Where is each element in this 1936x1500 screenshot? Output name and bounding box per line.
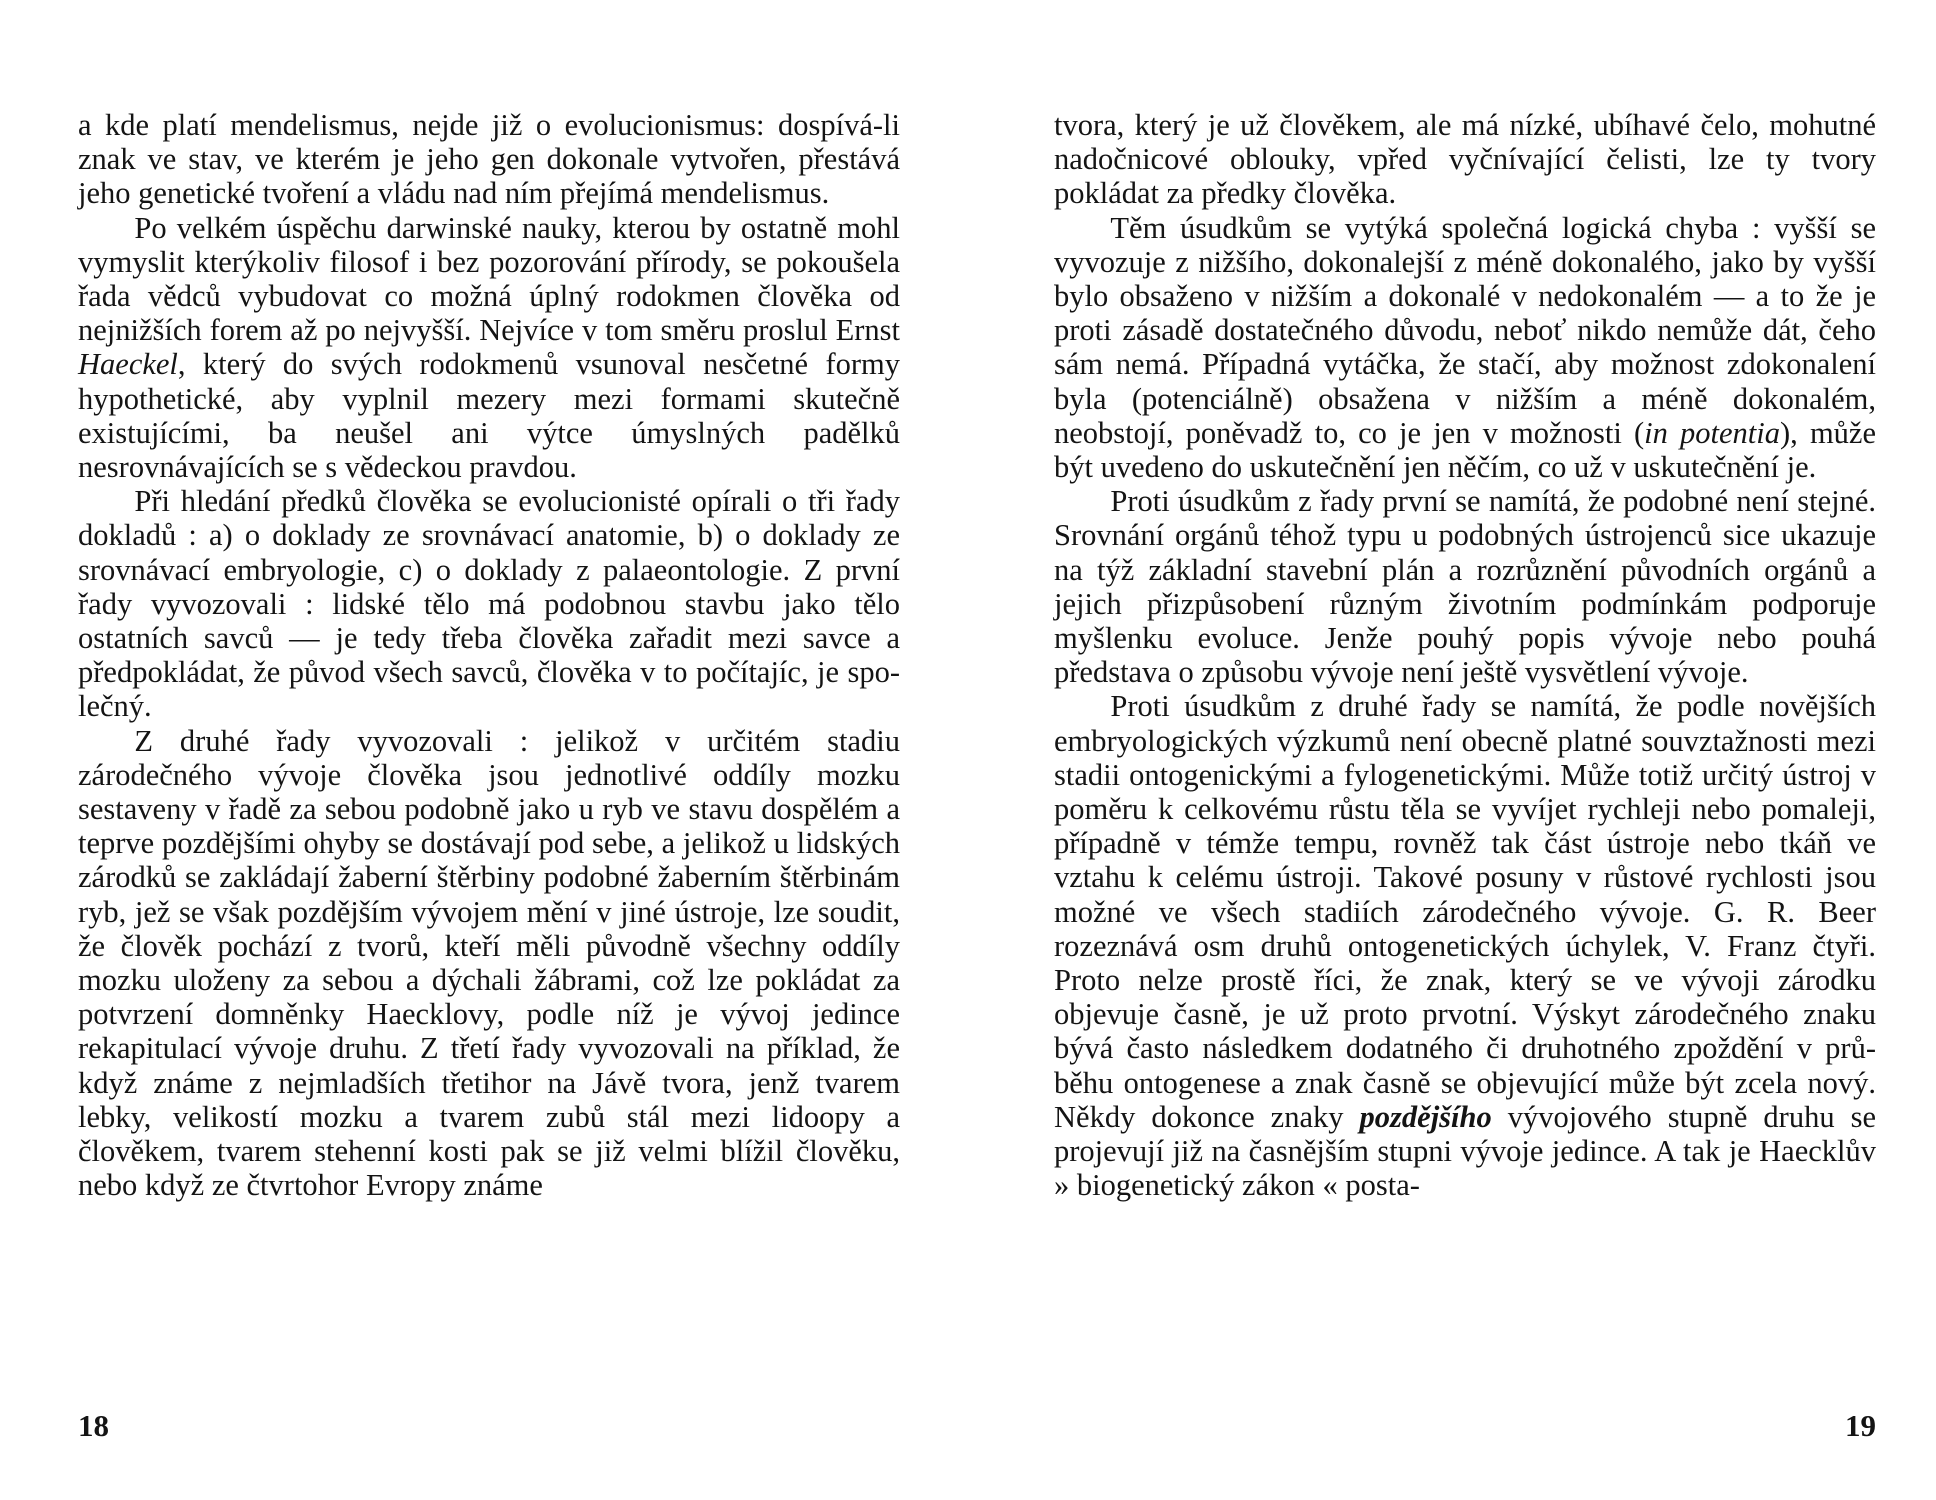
left-page-text	[78, 108, 900, 1203]
paragraph	[78, 724, 900, 1203]
paragraph	[78, 211, 900, 485]
text-run: Po velkém úspěchu darwinské nauky, kterou by ostatně mohl vymyslit kterýkoliv filosof i bez pozorování přírody, se pokoušela řada vědců vybudovat co možná úplný rodokmen člověka od nejnižších forem až po nejvyšší. Nejvíce v tom směru proslul Ernst	[78, 210, 900, 348]
right-page	[1054, 108, 1876, 1448]
text-run: tvora, který je už člověkem, ale má nízké, ubíhavé čelo, mohutné nadočnicové oblouky, vpřed vyčnívající čelisti, lze ty tvory pokládat za předky člověka.	[1054, 108, 1876, 211]
paragraph	[1054, 108, 1876, 211]
text-run: vývojového stupně druhu se projevují již na časnějším stupni vývoje jedince. A tak je Haecklův » biogenetický zákon « posta-	[1054, 1099, 1876, 1203]
paragraph	[1054, 484, 1876, 689]
page-number-right: 19	[1845, 1408, 1876, 1443]
text-run: ), může být uvedeno do uskutečnění jen něčím, co už v uskutečnění je.	[1054, 415, 1876, 485]
paragraph	[78, 108, 900, 211]
text-run: Z druhé řady vyvozovali : jelikož v určitém stadiu zárodečného vývoje člověka jsou jednotlivé oddíly mozku sestaveny v řadě za sebou podobně jako u ryb ve stavu dospělém a teprve pozdějšími ohyby se dostávají pod sebe, a jelikož u lidských zárodků se zakládají žaberní štěrbiny podobné žaberním štěrbinám ryb, jež se však pozdějším vývojem mění v jiné ústroje, lze soudit, že člověk pochází z tvorů, kteří měli původně všechny oddíly mozku uloženy za sebou a dýchali žábrami, což lze pokládat za potvrzení domněnky Haecklovy, podle níž je vývoj jedince rekapitulací vývoje druhu. Z třetí řady vyvozovali na příklad, že když známe z nejmladších třetihor na Jávě tvora, jenž tvarem lebky, velikostí mozku a tvarem zubů stál mezi lidoopy a člověkem, tvarem stehenní kosti pak se již velmi blížil člověku, nebo když ze čtvrtohor Evropy známe	[78, 723, 900, 1203]
text-run: a kde platí mendelismus, nejde již o evolucionismus: dospívá-li znak ve stav, ve kterém je jeho gen dokonale vytvořen, přestává jeho genetické tvoření a vládu nad ním přejímá mendelismus.	[78, 108, 900, 211]
text-run: Proti úsudkům z řady první se namítá, že podobné není stejné. Srovnání orgánů téhož typu u podobných ústrojenců sice ukazuje na týž základní stavební plán a rozrůznění původních orgánů a jejich přizpůsobení různým životním podmínkám podporuje myšlenku evoluce. Jenže pouhý popis vývoje nebo pouhá představa o způsobu vývoje není ještě vysvětlení vývoje.	[1054, 484, 1876, 690]
italic-term: Haeckel	[78, 347, 178, 382]
page-number-left: 18	[78, 1408, 109, 1443]
italic-term: in potentia	[1644, 415, 1781, 450]
right-page-text	[1054, 108, 1876, 1203]
left-page	[78, 108, 900, 1448]
paragraph	[1054, 211, 1876, 485]
text-run: Těm úsudkům se vytýká společná logická chyba : vyšší se vyvozuje z nižšího, dokonalejší z méně dokonalého, jako by vyšší bylo obsaženo v nižším a dokonalé v nedokonalém — a to že je proti zásadě dostatečného důvodu, neboť nikdo nemůže dát, čeho sám nemá. Případná vytáčka, že stačí, aby možnost zdokonalení byla (potenciálně) obsažena v nižším a méně dokonalém, neobstojí, poněvadž to, co je jen v možnosti (	[1054, 210, 1876, 450]
text-run: Při hledání předků člověka se evolucionisté opírali o tři řady dokladů : a) o doklady ze srovnávací anatomie, b) o doklady ze srovnávací embryologie, c) o doklady z palaeontologie. Z první řady vyvozovali : lidské tělo má podobnou stavbu jako tělo ostatních savců — je tedy třeba člověka zařadit mezi savce a předpokládat, že původ všech savců, člověka v to počítajíc, je společný.	[78, 484, 900, 724]
paragraph	[1054, 689, 1876, 1202]
text-run: Proti úsudkům z druhé řady se namítá, že podle novějších embryologických výzkumů není obecně platné souvztažnosti mezi stadii ontogenickými a fylogenetickými. Může totiž určitý ústroj v poměru k celkovému růstu těla se vyvíjet rychleji nebo pomaleji, případně v témže tempu, rovněž tak část ústroje nebo tkáň ve vztahu k celému ústroji. Takové posuny v růstové rychlosti jsou možné ve všech stadiích zárodečného vývoje. G. R. Beer rozeznává osm druhů ontogenetických úchylek, V. Franz čtyři. Proto nelze prostě říci, že znak, který se ve vývoji zárodku objevuje časně, je už proto prvotní. Výskyt zárodečného znaku bývá často následkem dodatného či druhotného zpoždění v průběhu ontogenese a znak časně se objevující může být zcela nový. Někdy dokonce znaky	[1054, 689, 1876, 1134]
emphasized-term: pozdějšího	[1359, 1099, 1492, 1134]
paragraph	[78, 484, 900, 723]
text-run: , který do svých rodokmenů vsunoval nesčetné formy hypothetické, aby vyplnil mezery mezi formami skutečně existujícími, ba neušel ani výtce úmyslných padělků nesrovnávajících se s vědeckou pravdou.	[78, 347, 900, 485]
